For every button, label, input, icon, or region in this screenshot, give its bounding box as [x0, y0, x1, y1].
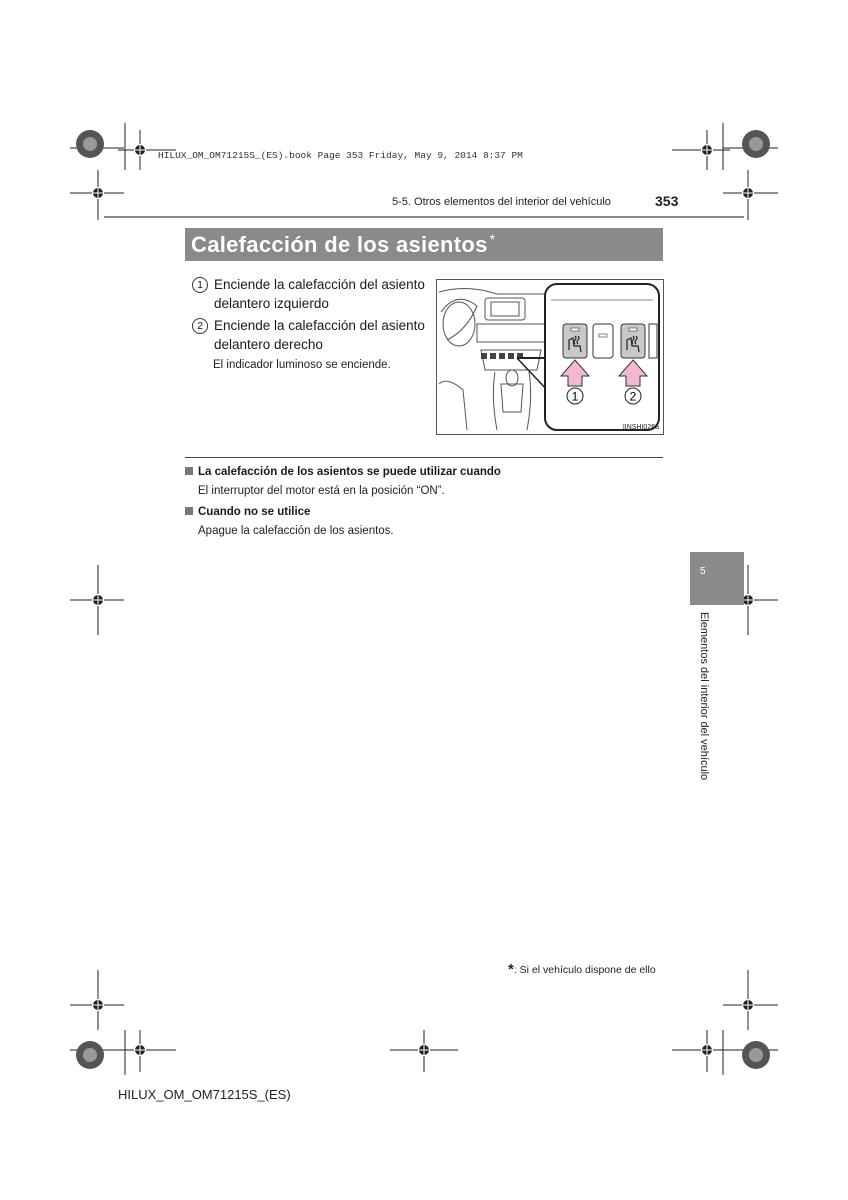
step-1-number: 1 [192, 277, 208, 293]
subsection-heading-1-text: La calefacción de los asientos se puede utilizar cuando [198, 466, 501, 478]
content-rule [185, 457, 663, 458]
subsection-heading-1 [185, 466, 501, 478]
chapter-number: 5 [700, 566, 706, 577]
section-header: 5-5. Otros elementos del interior del vehículo [392, 196, 611, 208]
footnote-marker: * [508, 961, 514, 978]
callout-1: 1 [571, 389, 579, 404]
step-2-number: 2 [192, 318, 208, 334]
page-title [191, 231, 495, 258]
print-info-line: HILUX_OM_OM71215S_(ES).book Page 353 Friday, May 9, 2014 8:37 PM [158, 150, 523, 161]
footnote [508, 961, 656, 978]
chapter-title: Elementos del interior del vehículo [698, 612, 710, 781]
figure-code: IINSHI026a [622, 424, 659, 431]
title-marker: * [489, 231, 496, 247]
cabin-illustration [437, 280, 663, 434]
seat-heater-figure [436, 279, 664, 435]
chapter-tab [690, 552, 744, 605]
step-1-text: Enciende la calefacción del asiento delantero izquierdo [214, 277, 425, 311]
page-number: 353 [655, 193, 679, 209]
indicator-note: El indicador luminoso se enciende. [213, 359, 391, 371]
subsection-body-1: El interruptor del motor está en la posición “ON”. [198, 485, 445, 497]
subsection-heading-2 [185, 506, 310, 518]
step-2-text: Enciende la calefacción del asiento delantero derecho [214, 318, 425, 352]
square-bullet-icon [185, 467, 193, 475]
square-bullet-icon [185, 507, 193, 515]
callout-2: 2 [629, 389, 637, 404]
footer-code: HILUX_OM_OM71215S_(ES) [118, 1087, 291, 1102]
header-rule [104, 216, 744, 218]
footnote-text: : Si el vehículo dispone de ello [513, 964, 656, 976]
page-title-text: Calefacción de los asientos [191, 232, 488, 257]
title-bar [185, 228, 663, 261]
subsection-body-2: Apague la calefacción de los asientos. [198, 525, 394, 537]
subsection-heading-2-text: Cuando no se utilice [198, 506, 311, 518]
